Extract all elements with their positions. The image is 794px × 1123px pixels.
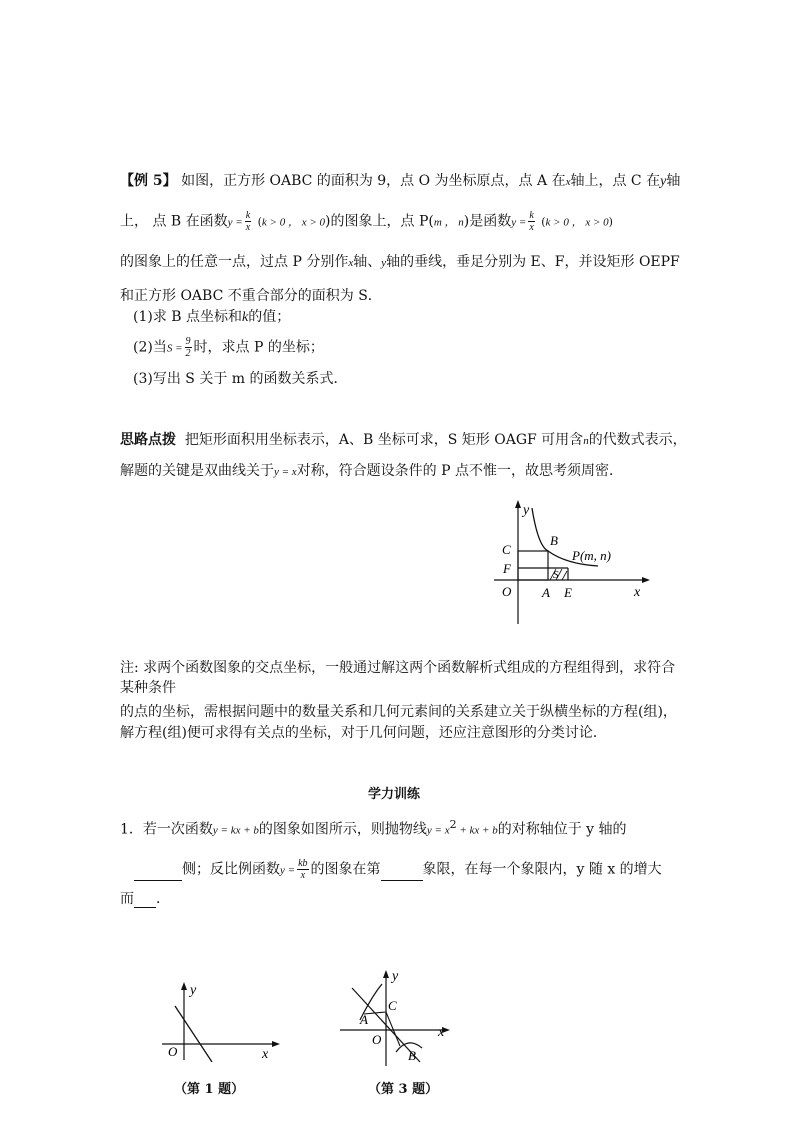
- question-3: (3)写出 S 关于 m 的函数关系式．: [133, 371, 348, 387]
- fig-label-C: C: [502, 542, 511, 557]
- training-q1-line-3: 而 ．: [120, 891, 170, 907]
- fig3-caption: （第 3 题）: [368, 1082, 439, 1097]
- fig-label-O: O: [502, 584, 512, 599]
- fig3-label-y: y: [392, 969, 399, 984]
- answer-blank-1[interactable]: [134, 866, 182, 881]
- example-tag: 【例 5】: [120, 173, 177, 189]
- fig1-label-x: x: [262, 1047, 269, 1062]
- answer-blank-3[interactable]: [134, 893, 156, 908]
- fig1-label-O: O: [168, 1044, 178, 1059]
- fig3-label-C: C: [388, 998, 397, 1013]
- training-q1-line-2: 侧；反比例函数y = $\frac{kb}{x}$ 的图象在第 象限，在每一个象限内，y 随 x 的增大: [120, 858, 662, 881]
- fig-label-x: x: [634, 585, 641, 600]
- question-1-figure: [156, 980, 286, 1062]
- example-line-1: 【例 5】 如图，正方形 OABC 的面积为 9，点 O 为坐标原点，点 A 在x轴上，点 C 在y轴: [120, 173, 681, 189]
- fraction-k-over-x: $\frac{k}{x}$: [245, 210, 251, 233]
- fig-label-B: B: [550, 533, 558, 548]
- fig-label-E: E: [564, 585, 572, 600]
- fraction-k-over-x-2: $\frac{k}{x}$: [529, 210, 534, 233]
- fraction-nine-halves: $\frac{9}{2}$: [185, 336, 191, 359]
- question-2: (2)当S = $\frac{9}{2}$ 时，求点 P 的坐标；: [133, 336, 324, 359]
- example-text: 如图，正方形 OABC 的面积为 9，点 O 为坐标原点，点 A 在: [181, 173, 566, 189]
- hint-line-2: 解题的关键是双曲线关于y = x对称，符合题设条件的 P 点不惟一，故思考须周密．: [120, 463, 624, 479]
- fig-label-S: S: [553, 569, 559, 581]
- note-line-1: 注: 求两个函数图象的交点坐标，一般通过解这两个函数解析式组成的方程组得到，求符合: [120, 660, 676, 676]
- answer-blank-2[interactable]: [381, 866, 423, 881]
- fig1-caption: （第 1 题）: [174, 1082, 245, 1097]
- hint-line-1: 思路点拨 把矩形面积用坐标表示，A、B 坐标可求，S 矩形 OAGF 可用含n的代数式表示，: [120, 432, 687, 448]
- question-3-figure: [336, 966, 460, 1070]
- fig-label-A: A: [542, 585, 550, 600]
- note-line-2: 某种条件: [120, 680, 176, 696]
- fig3-label-O: O: [372, 1032, 382, 1047]
- example-line-4: 和正方形 OABC 不重合部分的面积为 S．: [120, 288, 382, 304]
- note-line-3: 的点的坐标，需根据问题中的数量关系和几何元素间的关系建立关于纵横坐标的方程(组)，: [120, 704, 677, 720]
- hint-label: 思路点拨: [120, 432, 176, 448]
- training-q1-line-1: 1．若一次函数y = kx + b的图象如图所示，则抛物线$y = x^2$ + kx + b的对称轴位于 y 轴的: [120, 818, 627, 838]
- fig1-label-y: y: [190, 983, 197, 998]
- example-line-2: 上， 点 B 在函数y = $\frac{k}{x}$ (k > 0 ， x > 0)的图象上，点 P(m ， n)是函数y = $\frac{k}{x}$ (k > 0 ， x > 0): [120, 210, 613, 233]
- note-line-4: 解方程(组)便可求得有关点的坐标，对于几何问题，还应注意图形的分类讨论．: [120, 725, 607, 741]
- example-line-3: 的图象上的任意一点，过点 P 分别作x轴、y轴的垂线，垂足分别为 E、F，并设矩形 OEPF: [120, 254, 680, 270]
- fig-label-P: P(m, n): [572, 548, 611, 563]
- training-title: 学力训练: [368, 787, 421, 802]
- fig-label-y: y: [523, 503, 530, 518]
- fig-label-F: F: [503, 561, 511, 576]
- fig3-label-x: x: [438, 1025, 445, 1040]
- hyperbola-figure: [486, 496, 656, 628]
- fig3-label-B: B: [408, 1048, 416, 1063]
- fraction-kb-over-x: $\frac{kb}{x}$: [298, 858, 308, 881]
- question-1: (1)求 B 点坐标和k的值；: [133, 309, 291, 325]
- fig3-label-A: A: [360, 1012, 368, 1027]
